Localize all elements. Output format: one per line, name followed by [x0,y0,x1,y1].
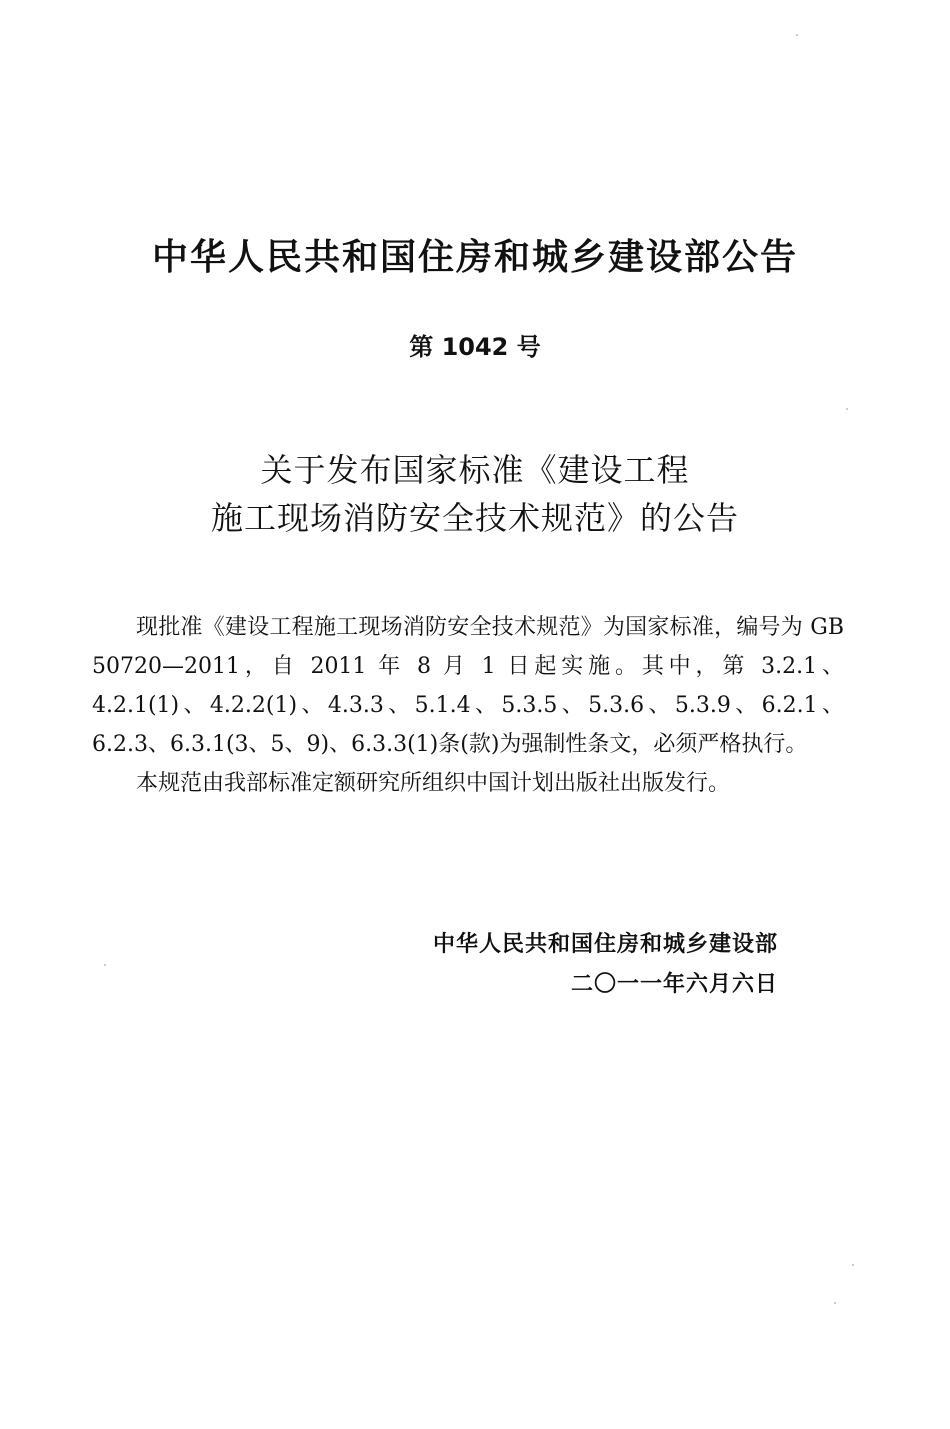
signature-date: 二〇一一年六月六日 [570,972,778,997]
body-paragraph-1: 现批准《建设工程施工现场消防安全技术规范》为国家标准，编号为 GB 50720—2011，自 2011 年 8 月 1 日起实施。其中，第 3.2.1、4.2.1(1)、4.2.2(1)、4.3.3、5.1.4、5.3.5、5.3.6、5.3.9、6.2.1、6.2.3、6.3.1(3、5、9)、6.3.3(1)条(款)为强制性条文，必须严格执行。 [92,615,844,757]
scan-speck [104,964,106,966]
subject-line-2: 施工现场消防安全技术规范》的公告 [210,499,739,537]
scan-speck [796,34,798,36]
notice-number: 第 1042 号 [409,333,541,361]
scan-speck [834,1302,836,1304]
subject-line-1: 关于发布国家标准《建设工程 [260,451,690,489]
signature-organization: 中华人民共和国住房和城乡建设部 [432,932,778,957]
agency-title: 中华人民共和国住房和城乡建设部公告 [151,237,798,278]
body-paragraph-2: 本规范由我部标准定额研究所组织中国计划出版社出版发行。 [136,771,731,796]
notice-body [92,608,844,803]
scan-speck [852,1264,854,1266]
scan-speck [846,408,848,410]
notice-subject [0,446,950,542]
